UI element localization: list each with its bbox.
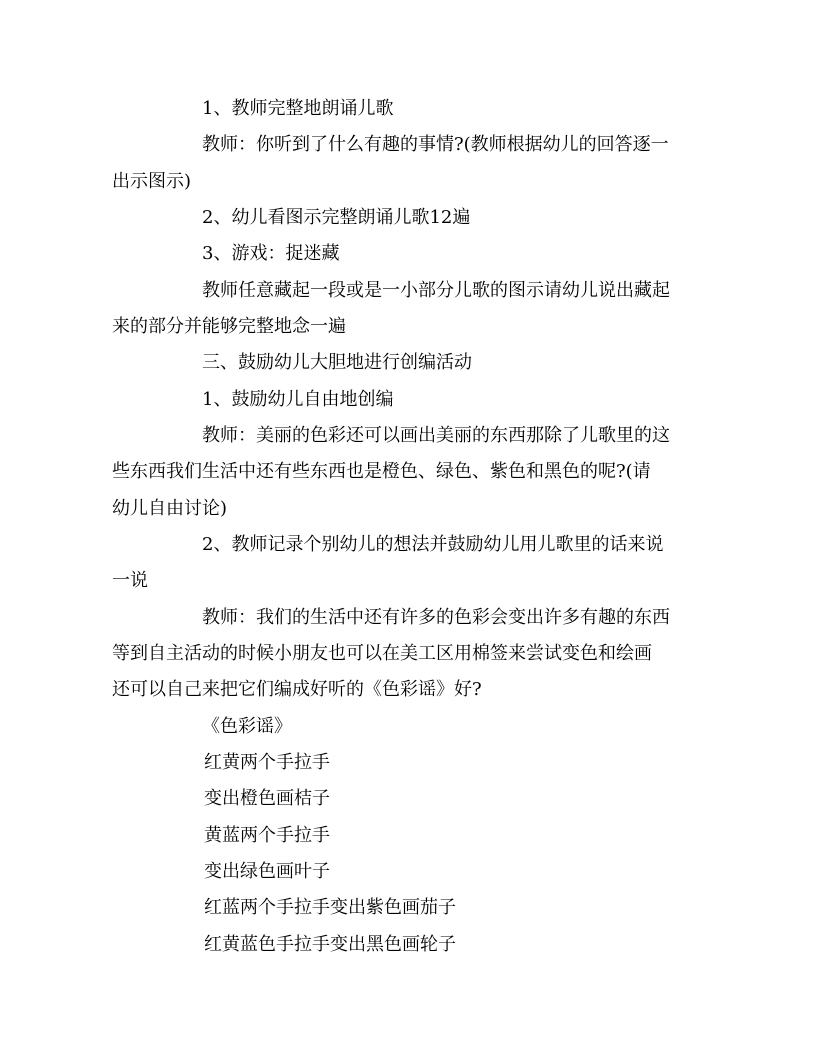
paragraph-line: 来的部分并能够完整地念一遍 [112,316,346,337]
paragraph-line: 幼儿自由讨论) [112,498,228,519]
paragraph-line: 2、幼儿看图示完整朗诵儿歌12遍 [202,207,471,228]
paragraph-line: 出示图示) [112,171,192,192]
paragraph-line: 1、鼓励幼儿自由地创编 [202,389,394,410]
paragraph-line: 1、教师完整地朗诵儿歌 [202,98,394,119]
paragraph-line: 教师任意藏起一段或是一小部分儿歌的图示请幼儿说出藏起 [202,280,670,301]
poem-line: 红黄蓝色手拉手变出黑色画轮子 [204,934,456,955]
paragraph-line: 2、教师记录个别幼儿的想法并鼓励幼儿用儿歌里的话来说 [202,534,664,555]
paragraph-line: 教师：美丽的色彩还可以画出美丽的东西那除了儿歌里的这 [202,425,670,446]
paragraph-line: 还可以自己来把它们编成好听的《色彩谣》好? [112,679,482,700]
paragraph-line: 教师：你听到了什么有趣的事情?(教师根据幼儿的回答逐一 [202,134,669,155]
poem-line: 变出橙色画桔子 [204,788,330,809]
poem-line: 变出绿色画叶子 [204,861,330,882]
paragraph-line: 教师：我们的生活中还有许多的色彩会变出许多有趣的东西 [202,607,670,628]
poem-line: 黄蓝两个手拉手 [204,825,330,846]
paragraph-line: 些东西我们生活中还有些东西也是橙色、绿色、紫色和黑色的呢?(请 [112,461,651,482]
poem-line: 红蓝两个手拉手变出紫色画茄子 [204,897,456,918]
paragraph-line: 一说 [112,570,148,591]
poem-title: 《色彩谣》 [202,716,292,737]
paragraph-line: 等到自主活动的时候小朋友也可以在美工区用棉签来尝试变色和绘画 [112,643,652,664]
poem-line: 红黄两个手拉手 [204,752,330,773]
paragraph-line: 3、游戏：捉迷藏 [202,243,340,264]
section-heading: 三、鼓励幼儿大胆地进行创编活动 [202,352,472,373]
